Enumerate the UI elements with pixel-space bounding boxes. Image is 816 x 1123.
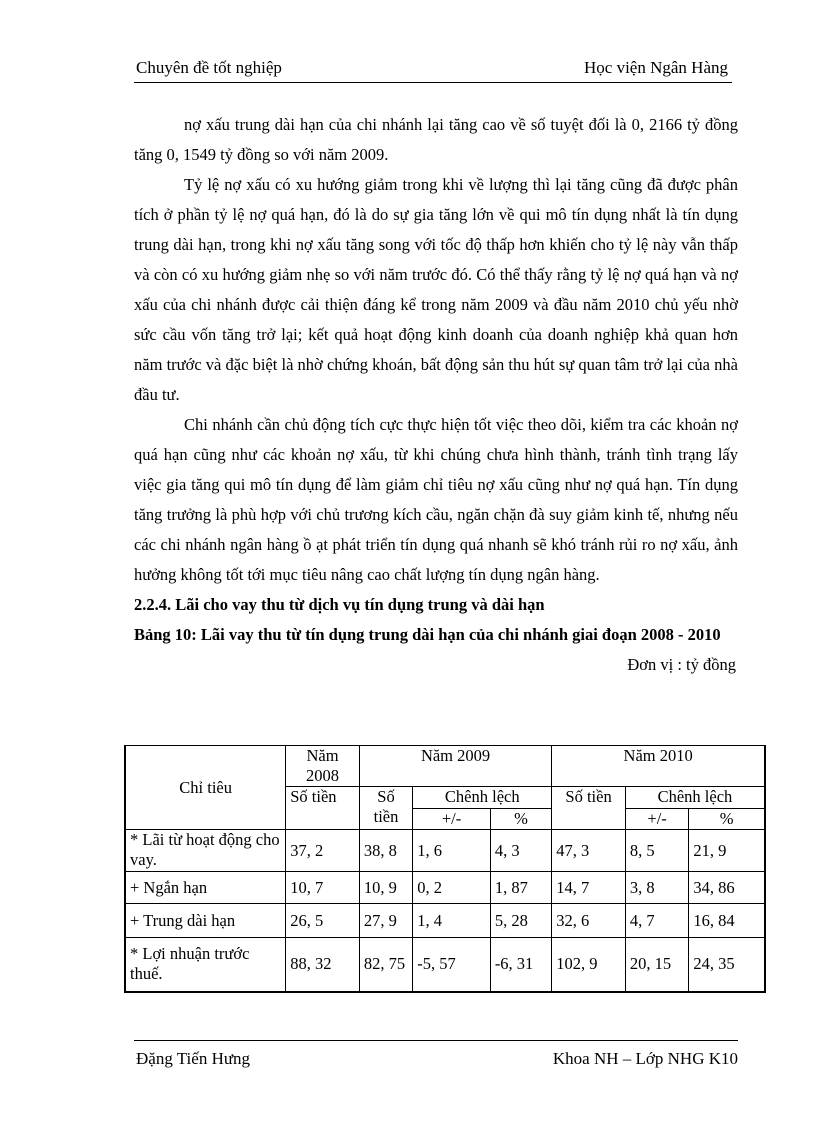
cell: 38, 8 [359,830,412,872]
paragraph: Chi nhánh cần chủ động tích cực thực hiện tốt việc theo dõi, kiểm tra các khoản nợ quá hạn cũng như các khoản nợ xấu, từ khi chúng chưa hình thành, tránh tình trạng lấy việc gia tăng qui mô tín dụng để làm giảm chỉ tiêu nợ xấu cũng như nợ quá hạn. Tín dụng tăng trưởng là phù hợp với chủ trương kích cầu, ngăn chặn đà suy giảm kinh tế, nhưng nếu các chi nhánh ngân hàng ồ ạt phát triển tín dụng quá nhanh sẽ khó tránh rủi ro nợ xấu, ảnh hưởng không tốt tới mục tiêu nâng cao chất lượng tín dụng ngân hàng. [134,415,738,584]
col-header-sotien-2010: Số tiền [552,787,626,830]
row-label: + Trung dài hạn [125,904,286,938]
row-label: * Lợi nhuận trước thuế. [125,938,286,992]
cell: 1, 6 [413,830,491,872]
col-header-chitieu: Chỉ tiêu [125,746,286,830]
row-label: + Ngắn hạn [125,872,286,904]
cell: 3, 8 [625,872,688,904]
cell: 4, 7 [625,904,688,938]
cell: 37, 2 [286,830,360,872]
cell: 10, 9 [359,872,412,904]
cell: 82, 75 [359,938,412,992]
cell: 1, 4 [413,904,491,938]
col-header-2009: Năm 2009 [359,746,551,787]
cell: 88, 32 [286,938,360,992]
cell: -6, 31 [490,938,551,992]
cell: 24, 35 [689,938,765,992]
row-label: * Lãi từ hoạt động cho vay. [125,830,286,872]
cell: 27, 9 [359,904,412,938]
cell: 32, 6 [552,904,626,938]
cell: 34, 86 [689,872,765,904]
col-header-chenhlech-2010: Chênh lệch [625,787,765,809]
col-header-plusminus-2009: +/- [413,809,491,830]
header-left: Chuyên đề tốt nghiệp [136,58,282,77]
col-header-plusminus-2010: +/- [625,809,688,830]
footer-right: Khoa NH – Lớp NHG K10 [552,1049,738,1068]
cell: 26, 5 [286,904,360,938]
cell: 1, 87 [490,872,551,904]
col-header-2010: Năm 2010 [552,746,765,787]
cell: 14, 7 [552,872,626,904]
paragraph: Tỷ lệ nợ xấu có xu hướng giảm trong khi về lượng thì lại tăng cũng đã được phân tích ở phần tỷ lệ nợ quá hạn, đó là do sự gia tăng lớn về qui mô tín dụng nhất là tín dụng trung dài hạn, trong khi nợ xấu tăng song với tốc độ thấp hơn khiến cho tỷ lệ này vẫn thấp và còn có xu hướng giảm nhẹ so với năm trước đó. Có thể thấy rằng tỷ lệ nợ quá hạn và nợ xấu của chi nhánh được cải thiện đáng kể trong năm 2009 và đầu năm 2010 chủ yếu nhờ sức cầu vốn tăng trở lại; kết quả hoạt động kinh doanh của doanh nghiệp khả quan hơn năm trước và đặc biệt là nhờ chứng khoán, bất động sản thu hút sự quan tâm trở lại của nhà đầu tư. [134,175,738,404]
col-header-2008: Năm 2008 [286,746,360,787]
col-header-sotien-2009: Số tiền [359,787,412,830]
cell: 102, 9 [552,938,626,992]
page-header [134,58,732,83]
cell: 10, 7 [286,872,360,904]
cell: 8, 5 [625,830,688,872]
col-header-percent-2010: % [689,809,765,830]
cell: 0, 2 [413,872,491,904]
page-footer [134,1040,738,1069]
header-right: Học viện Ngân Hàng [584,58,728,77]
cell: 16, 84 [689,904,765,938]
data-table [124,745,766,993]
col-header-chenhlech-2009: Chênh lệch [413,787,552,809]
table-caption: Bảng 10: Lãi vay thu từ tín dụng trung dài hạn của chi nhánh giai đoạn 2008 - 2010 [134,625,721,644]
unit-label: Đơn vị : tỷ đồng [627,655,736,674]
cell: 5, 28 [490,904,551,938]
section-heading: 2.2.4. Lãi cho vay thu từ dịch vụ tín dụng trung và dài hạn [134,595,545,614]
cell: -5, 57 [413,938,491,992]
cell: 47, 3 [552,830,626,872]
col-header-sotien-2008: Số tiền [286,787,360,830]
cell: 21, 9 [689,830,765,872]
footer-left: Đặng Tiến Hưng [136,1049,251,1068]
paragraph: nợ xấu trung dài hạn của chi nhánh lại tăng cao về số tuyệt đối là 0, 2166 tỷ đồng tăng 0, 1549 tỷ đồng so với năm 2009. [134,115,738,164]
cell: 20, 15 [625,938,688,992]
cell: 4, 3 [490,830,551,872]
body-text [134,110,738,680]
col-header-percent-2009: % [490,809,551,830]
